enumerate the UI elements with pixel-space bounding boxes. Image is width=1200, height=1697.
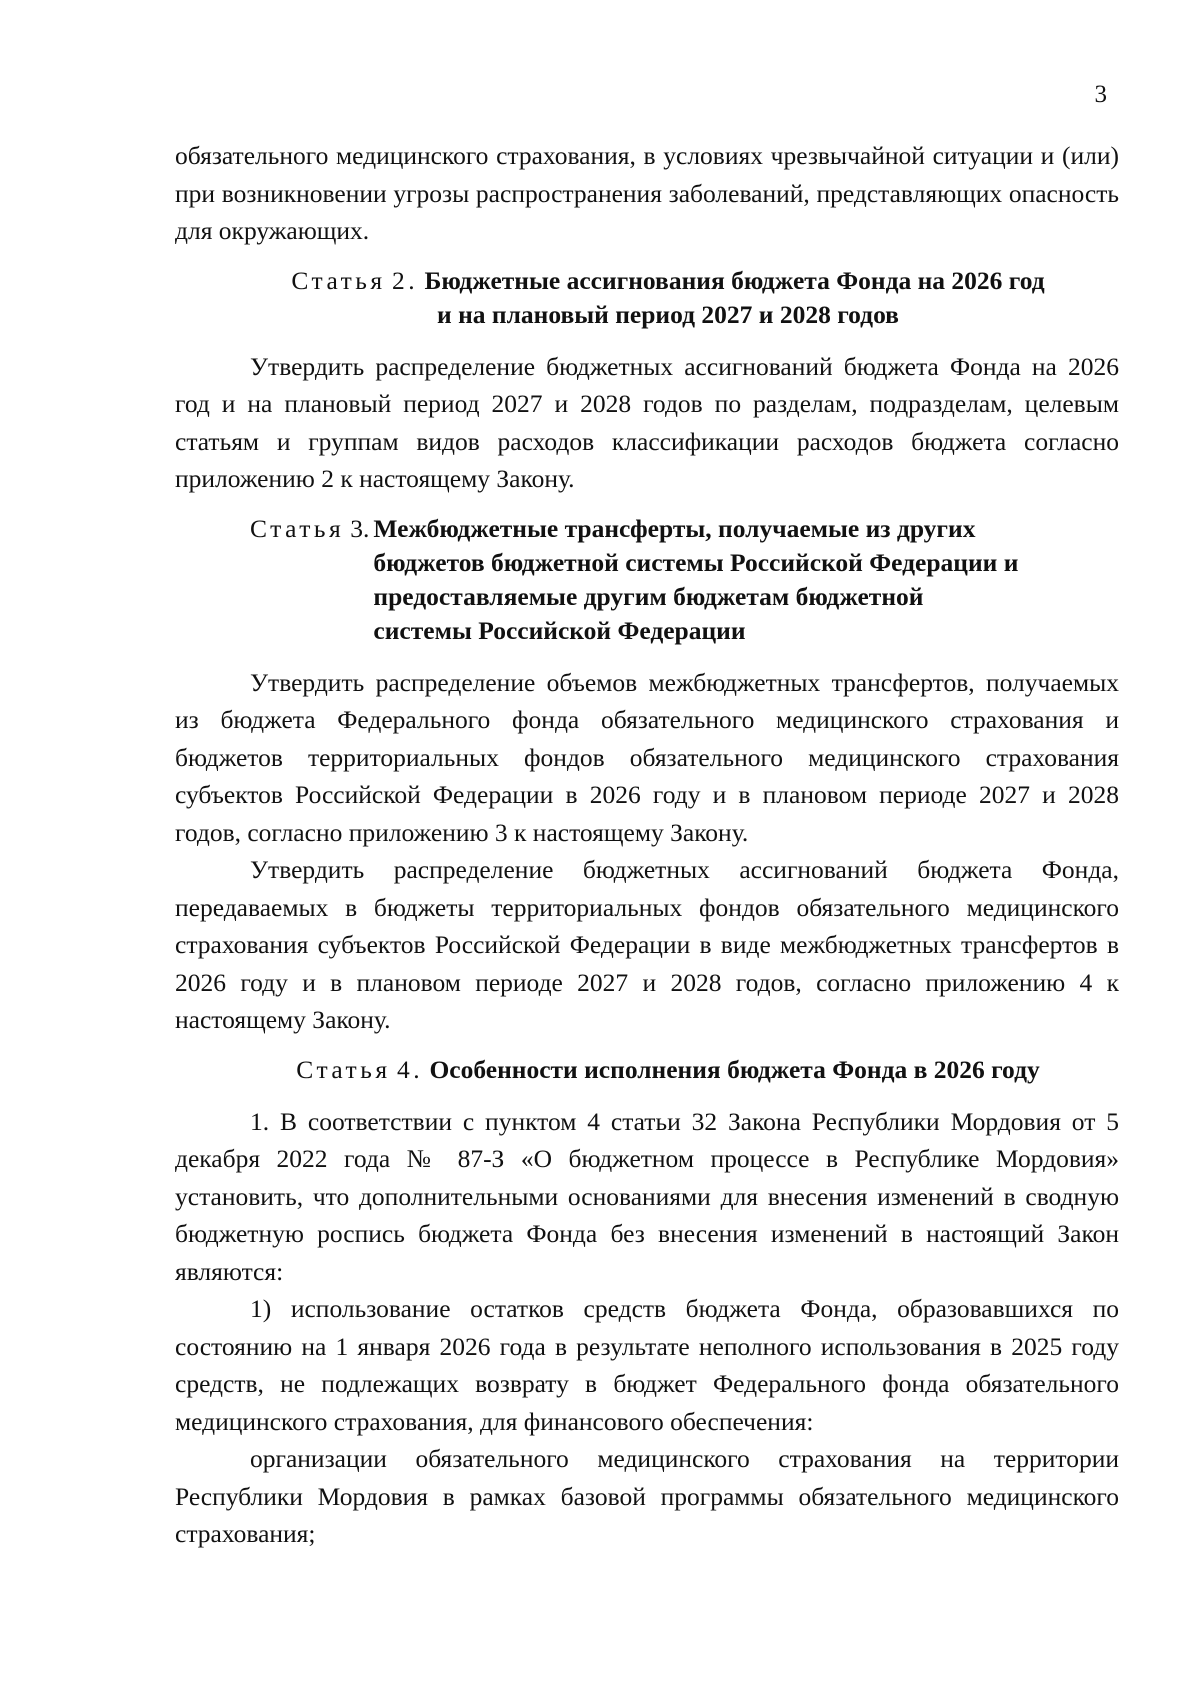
article-2-paragraph-1: Утвердить распределение бюджетных ассигнований бюджета Фонда на 2026 год и на плановый период 2027 и 2028 годов по разделам, подразделам, целевым статьям и группам видов расходов классификации расходов бюджета согласно приложению 2 к настоящему Закону.	[175, 351, 1119, 493]
article-number: 2.	[392, 265, 419, 295]
article-2-title-line-2: и на плановый период 2027 и 2028 годов	[437, 299, 899, 329]
article-label: Статья	[291, 265, 386, 295]
article-3-paragraph-2: Утвердить распределение бюджетных ассигнований бюджета Фонда, передаваемых в бюджеты территориальных фондов обязательного медицинского страхования субъектов Российской Федерации в виде межбюджетных трансфертов в 2026 году и в плановом периоде 2027 и 2028 годов, согласно приложению 4 к настоящему Закону.	[175, 855, 1119, 1034]
article-number: 3.	[350, 513, 370, 543]
article-4-paragraph-3: организации обязательного медицинского страхования на территории Республики Мордовия в рамках базовой программы обязательного медицинского страхования;	[175, 1444, 1119, 1548]
article-2-heading	[175, 264, 1119, 332]
article-3-heading	[175, 512, 1119, 648]
article-4-title: Особенности исполнения бюджета Фонда в 2026 году	[429, 1054, 1040, 1084]
article-label: Статья	[250, 513, 345, 543]
intro-paragraph: обязательного медицинского страхования, в условиях чрезвычайной ситуации и (или) при возникновении угрозы распространения заболеваний, представляющих опасность для окружающих.	[175, 141, 1119, 245]
article-4-heading	[175, 1053, 1119, 1087]
article-2-title-line-1: Бюджетные ассигнования бюджета Фонда на 2026 год	[424, 265, 1045, 295]
article-3-paragraph-1: Утвердить распределение объемов межбюджетных трансфертов, получаемых из бюджета Федерального фонда обязательного медицинского страхования и бюджетов территориальных фондов обязательного медицинского страхования субъектов Российской Федерации в 2026 году и в плановом периоде 2027 и 2028 годов, согласно приложению 3 к настоящему Закону.	[175, 667, 1119, 847]
article-4-paragraph-2: 1) использование остатков средств бюджета Фонда, образовавшихся по состоянию на 1 января 2026 года в результате неполного использования в 2025 году средств, не подлежащих возврату в бюджет Федерального фонда обязательного медицинского страхования, для финансового обеспечения:	[175, 1294, 1119, 1436]
article-4-paragraph-1: 1. В соответствии с пунктом 4 статьи 32 Закона Республики Мордовия от 5 декабря 2022 года № 87-З «О бюджетном процессе в Республике Мордовия» установить, что дополнительными основаниями для внесения изменений в сводную бюджетную роспись бюджета Фонда без внесения изменений в настоящий Закон являются:	[175, 1106, 1119, 1286]
article-3-title: Межбюджетные трансферты, получаемые из других бюджетов бюджетной системы Российской Федерации и предоставляемые другим бюджетам бюджетной системы Российской Федерации	[373, 513, 1019, 645]
document-body	[175, 137, 1119, 1553]
article-number: 4.	[396, 1054, 424, 1084]
page-number: 3	[1094, 81, 1107, 108]
article-label: Статья	[296, 1054, 391, 1084]
